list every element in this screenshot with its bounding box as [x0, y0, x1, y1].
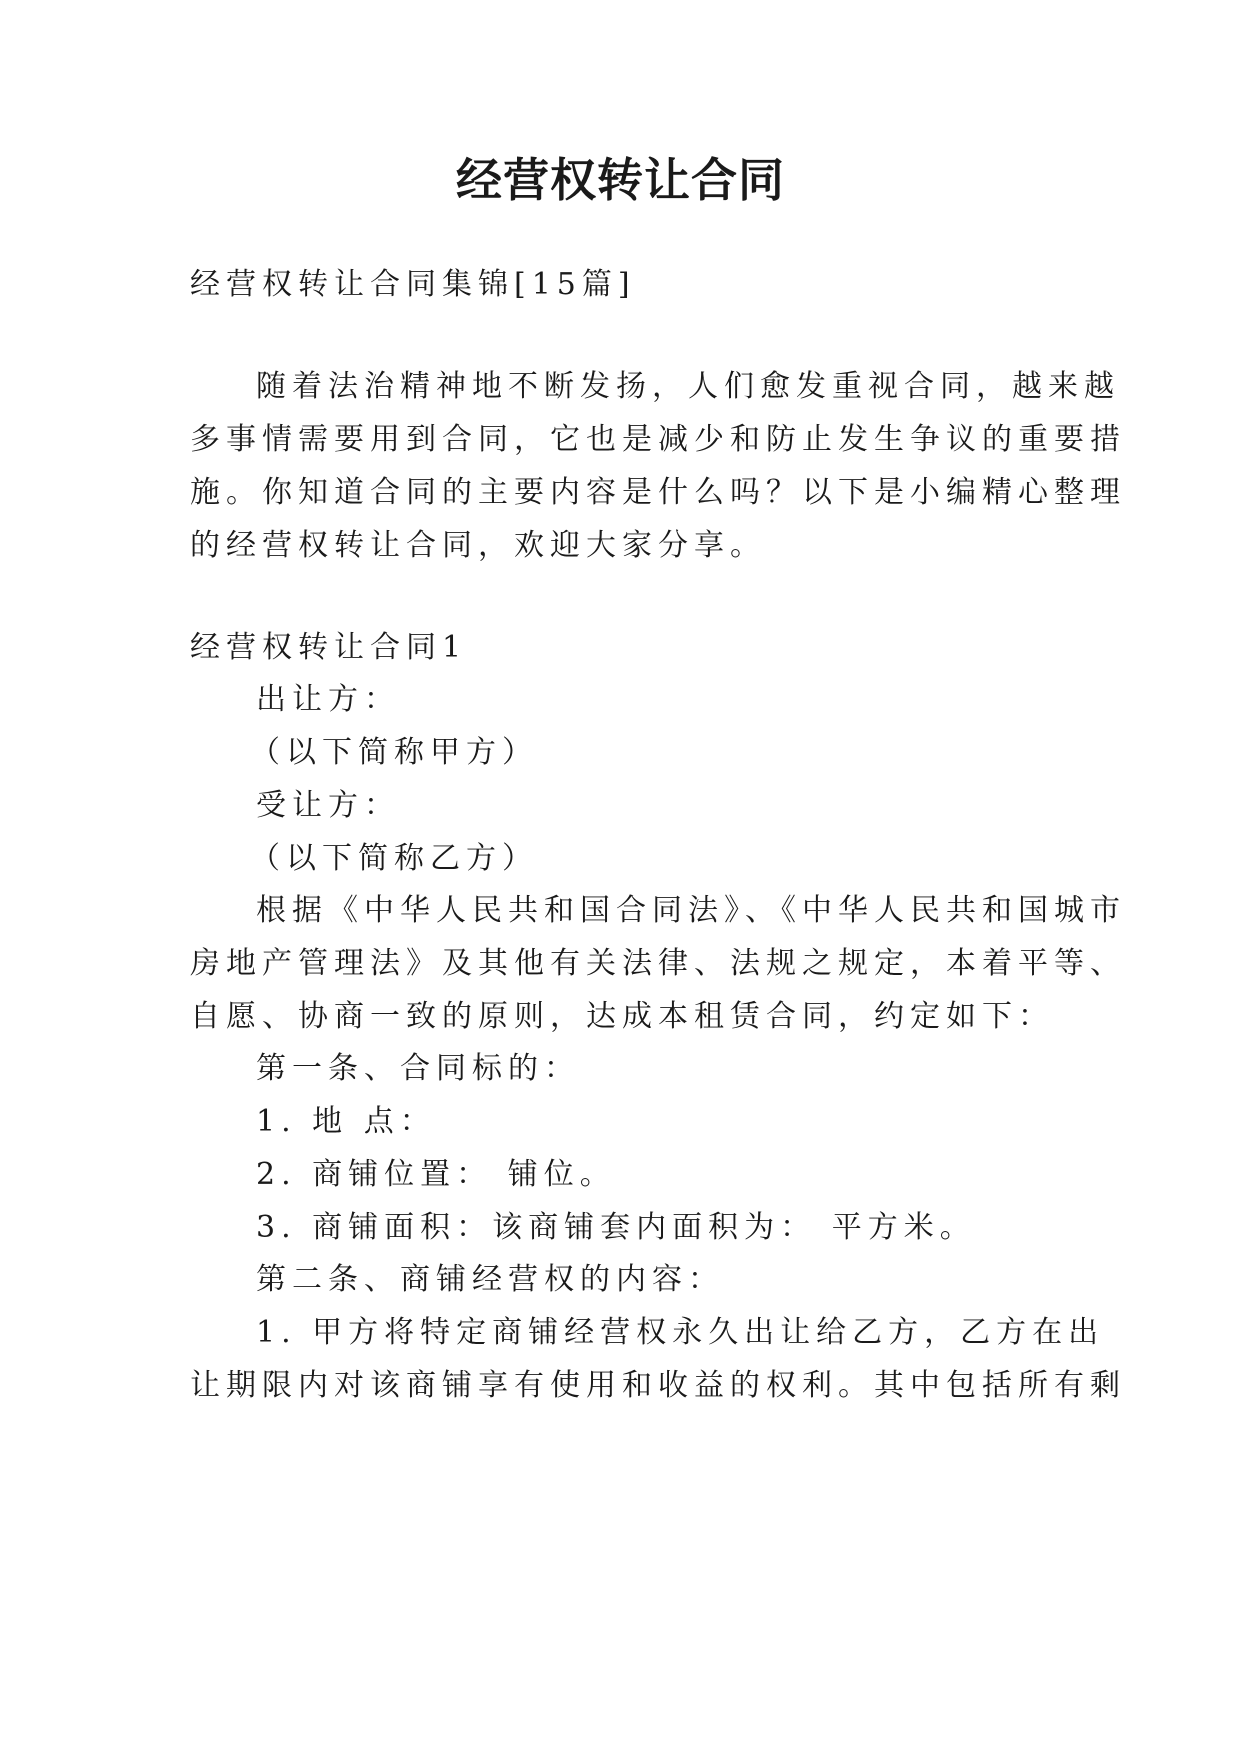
party-line: 受让方：: [256, 788, 400, 823]
intro-line: 施。你知道合同的主要内容是什么吗？以下是小编精心整理: [190, 475, 1126, 510]
article-line: 让期限内对该商铺享有使用和收益的权利。其中包括所有剩: [190, 1368, 1126, 1403]
article-line: 1. 甲方将特定商铺经营权永久出让给乙方，乙方在出: [256, 1315, 1105, 1350]
intro-line: 随着法治精神地不断发扬，人们愈发重视合同，越来越: [256, 369, 1120, 404]
basis-line: 房地产管理法》及其他有关法律、法规之规定，本着平等、: [190, 946, 1126, 981]
party-line: 出让方：: [256, 682, 400, 717]
document-subtitle: 经营权转让合同集锦[15篇]: [190, 267, 636, 302]
basis-line: 自愿、协商一致的原则，达成本租赁合同，约定如下：: [190, 999, 1054, 1034]
basis-line: 根据《中华人民共和国合同法》、《中华人民共和国城市: [256, 893, 1126, 928]
party-line: （以下简称甲方）: [250, 735, 538, 770]
article-item: 3. 商铺面积：该商铺套内面积为： 平方米。: [256, 1210, 976, 1245]
article-item: 2. 商铺位置： 铺位。: [256, 1157, 616, 1192]
article-heading: 第二条、商铺经营权的内容：: [256, 1262, 724, 1297]
section-heading: 经营权转让合同1: [190, 630, 468, 665]
article-heading: 第一条、合同标的：: [256, 1051, 580, 1086]
intro-line: 多事情需要用到合同，它也是减少和防止发生争议的重要措: [190, 422, 1126, 457]
party-line: （以下简称乙方）: [250, 841, 538, 876]
article-item: 1. 地 点：: [256, 1104, 436, 1139]
intro-line: 的经营权转让合同，欢迎大家分享。: [190, 528, 766, 563]
document-title: 经营权转让合同: [456, 153, 785, 207]
